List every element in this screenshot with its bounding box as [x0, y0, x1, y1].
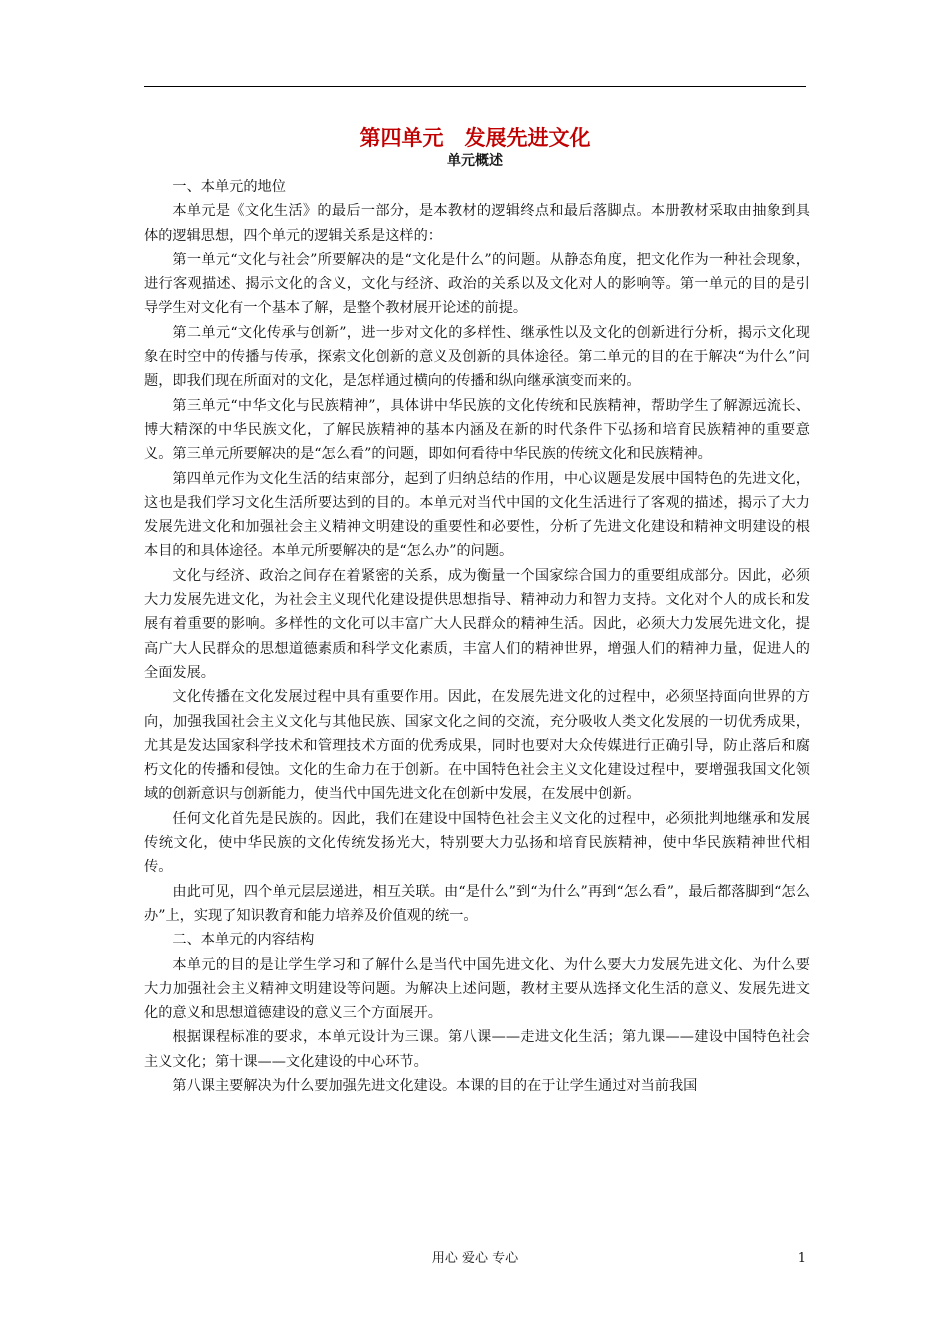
section-heading-structure: 二、本单元的内容结构 — [172, 932, 315, 949]
body-paragraph: 文化与经济、政治之间存在着紧密的关系，成为衡量一个国家综合国力的重要组成部分。因此，必须大力发展先进文化，为社会主义现代化建设提供思想指导、精神动力和智力支持。文化对个人的成长和发展有着重要的影响。多样性的文化可以丰富广大人民群众的精神生活。因此，必须大力发展先进文化，提高广大人民群众的思想道德素质和科学文化素质，丰富人们的精神世界，增强人们的精神力量，促进人的全面发展。 — [144, 567, 810, 681]
document-subtitle: 单元概述 — [447, 153, 503, 169]
body-paragraph: 本单元是《文化生活》的最后一部分，是本教材的逻辑终点和最后落脚点。本册教材采取由抽象到具体的逻辑思想，四个单元的逻辑关系是这样的： — [144, 203, 810, 244]
body-paragraph: 本单元的目的是让学生学习和了解什么是当代中国先进文化、为什么要大力发展先进文化、为什么要大力加强社会主义精神文明建设等问题。为解决上述问题，教材主要从选择文化生活的意义、发展先进文化的意义和思想道德建设的意义三个方面展开。 — [144, 956, 810, 1022]
body-paragraph: 任何文化首先是民族的。因此，我们在建设中国特色社会主义文化的过程中，必须批判地继承和发展传统文化，使中华民族的文化传统发扬光大，特别要大力弘扬和培育民族精神，使中华民族精神世代相传。 — [144, 810, 810, 876]
body-paragraph: 第二单元“文化传承与创新”，进一步对文化的多样性、继承性以及文化的创新进行分析，揭示文化现象在时空中的传播与传承，探索文化创新的意义及创新的具体途径。第二单元的目的在于解决“为什么”问题，即我们现在所面对的文化，是怎样通过横向的传播和纵向继承演变而来的。 — [144, 324, 810, 390]
body-paragraph: 由此可见，四个单元层层递进，相互关联。由“是什么”到“为什么”再到“怎么看”，最后都落脚到“怎么办”上，实现了知识教育和能力培养及价值观的统一。 — [144, 883, 810, 924]
header-rule — [144, 86, 806, 87]
section-heading-position: 一、本单元的地位 — [172, 179, 286, 195]
body-paragraph: 第三单元“中华文化与民族精神”，具体讲中华民族的文化传统和民族精神，帮助学生了解源远流长、博大精深的中华民族文化，了解民族精神的基本内涵及在新的时代条件下弘扬和培育民族精神的重要意义。第三单元所要解决的是“怎么看”的问题，即如何看待中华民族的传统文化和民族精神。 — [144, 397, 810, 463]
footer-motto: 用心 爱心 专心 — [431, 1251, 519, 1266]
page-number: 1 — [797, 1251, 806, 1266]
body-paragraph: 第一单元“文化与社会”所要解决的是“文化是什么”的问题。从静态角度，把文化作为一种社会现象，进行客观描述、揭示文化的含义，文化与经济、政治的关系以及文化对人的影响等。第一单元的目的是引导学生对文化有一个基本了解，是整个教材展开论述的前提。 — [144, 251, 810, 317]
document-title: 第四单元 发展先进文化 — [359, 126, 591, 150]
body-paragraph: 根据课程标准的要求，本单元设计为三课。第八课——走进文化生活；第九课——建设中国特色社会主义文化；第十课——文化建设的中心环节。 — [144, 1029, 810, 1070]
body-paragraph: 文化传播在文化发展过程中具有重要作用。因此，在发展先进文化的过程中，必须坚持面向世界的方向，加强我国社会主义文化与其他民族、国家文化之间的交流，充分吸收人类文化发展的一切优秀成果，尤其是发达国家科学技术和管理技术方面的优秀成果，同时也要对大众传媒进行正确引导，防止落后和腐朽文化的传播和侵蚀。文化的生命力在于创新。在中国特色社会主义文化建设过程中，要增强我国文化领域的创新意识与创新能力，使当代中国先进文化在创新中发展，在发展中创新。 — [144, 689, 810, 803]
body-paragraph: 第八课主要解决为什么要加强先进文化建设。本课的目的在于让学生通过对当前我国 — [172, 1077, 698, 1094]
body-paragraph: 第四单元作为文化生活的结束部分，起到了归纳总结的作用，中心议题是发展中国特色的先进文化，这也是我们学习文化生活所要达到的目的。本单元对当代中国的文化生活进行了客观的描述，揭示了大力发展先进文化和加强社会主义精神文明建设的重要性和必要性，分析了先进文化建设和精神文明建设的根本目的和具体途径。本单元所要解决的是“怎么办”的问题。 — [144, 470, 810, 560]
document-body — [144, 175, 810, 1098]
